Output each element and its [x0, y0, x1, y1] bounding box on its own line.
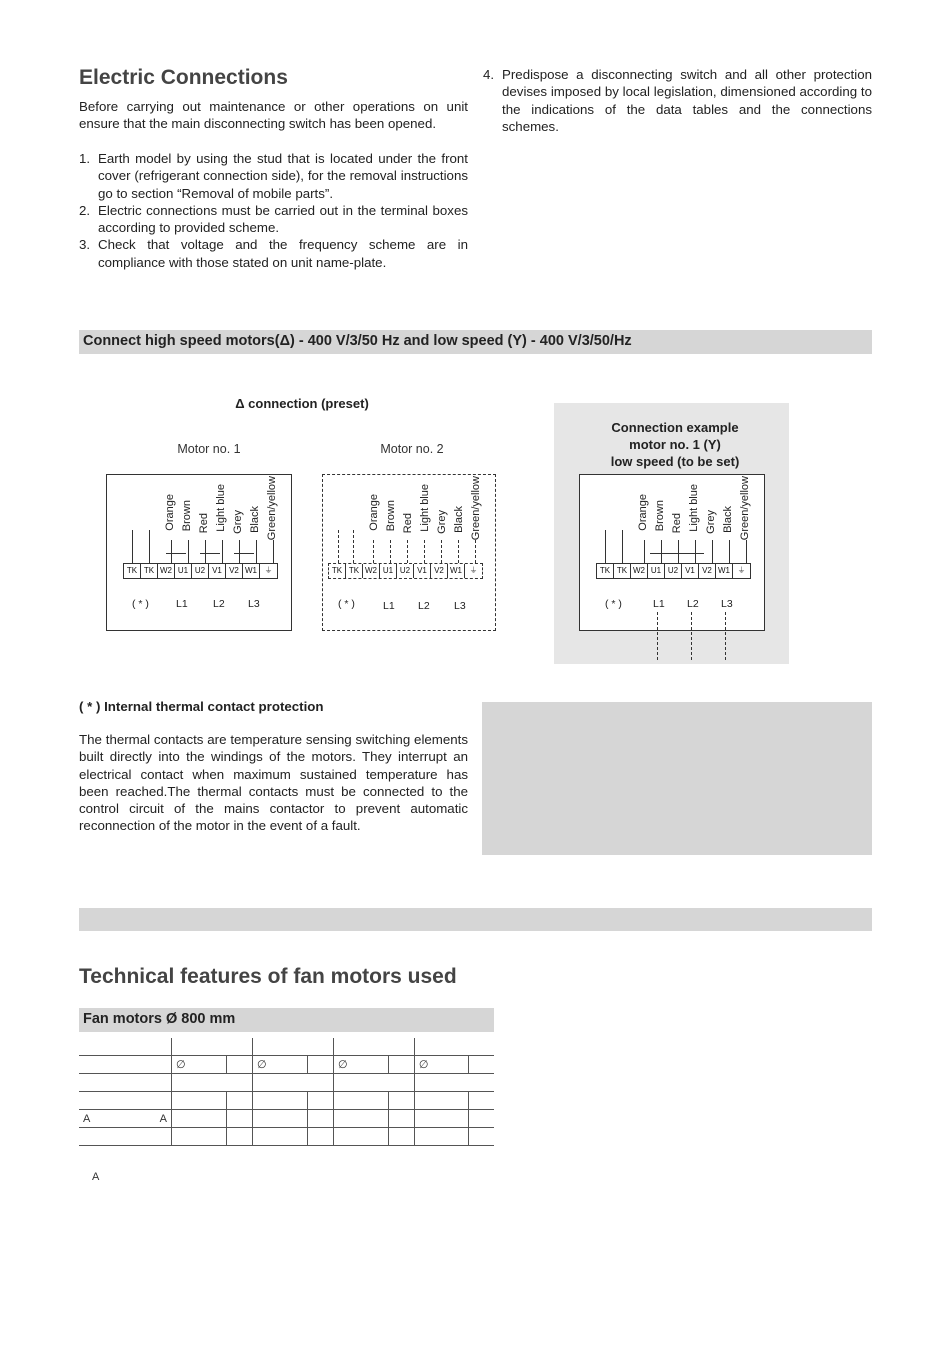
line-label-l3: L3: [721, 598, 733, 610]
wire-label-orange: Orange: [164, 494, 176, 531]
delta-caption: Δ connection (preset): [235, 396, 369, 411]
fan-motors-title: Fan motors Ø 800 mm: [83, 1011, 236, 1027]
wire: [712, 540, 713, 563]
supply-wire: [657, 612, 658, 660]
line-label-l1: L1: [176, 598, 188, 610]
wire: [458, 540, 459, 563]
fan-motors-table: [79, 1038, 494, 1146]
jumper: [200, 553, 220, 554]
electric-intro: Before carrying out maintenance or other operations on unit ensure that the main disconnecting switch has been opened.: [79, 99, 468, 132]
wire: [132, 530, 133, 563]
wire: [475, 540, 476, 563]
wire-label-brown: Brown: [385, 500, 397, 532]
jumper: [234, 553, 254, 554]
wire: [373, 540, 374, 563]
wire-label-black: Black: [249, 506, 261, 533]
jumper: [166, 553, 186, 554]
example-caption: Connection example motor no. 1 (Y) low speed (to be set): [610, 420, 740, 469]
wire-label-green-yellow: Green/yellow: [470, 476, 482, 541]
wire: [622, 530, 623, 563]
wire-label-grey: Grey: [705, 510, 717, 534]
wire: [222, 540, 223, 563]
wire-label-red: Red: [402, 513, 414, 534]
table-row: [79, 1128, 494, 1146]
wire: [644, 540, 645, 563]
wire-label-light-blue: Light blue: [419, 484, 431, 532]
list-item: 3. Check that voltage and the frequency scheme are in compliance with those stated on unit name-plate.: [79, 237, 468, 270]
wire: [729, 540, 730, 563]
line-label-l2: L2: [687, 598, 699, 610]
wire-label-black: Black: [453, 506, 465, 533]
motor1-terminal-strip: TK TK W2 U1 U2 V1 V2 W1 ⏚: [123, 563, 278, 579]
table-row: [79, 1074, 494, 1092]
wire: [256, 540, 257, 563]
table-row: A A: [79, 1110, 494, 1128]
table-row: [79, 1038, 494, 1056]
wire-label-black: Black: [722, 506, 734, 533]
grey-panel: [482, 702, 872, 855]
wire: [407, 540, 408, 563]
table-footnote: A: [92, 1171, 100, 1183]
star-jumper: [650, 553, 704, 554]
list-item: 2. Electric connections must be carried out in the terminal boxes according to provided scheme.: [79, 202, 468, 236]
list-item: 1. Earth model by using the stud that is located under the front cover (refrigerant connection side), for the removal instructions go to section “Removal of mobile parts”.: [79, 151, 468, 201]
section-bar: [79, 908, 872, 931]
wire-label-brown: Brown: [181, 500, 193, 532]
wire-label-grey: Grey: [436, 510, 448, 534]
wire: [338, 530, 339, 563]
electric-steps-list: [79, 150, 468, 271]
example-terminal-strip: TK TK W2 U1 U2 V1 V2 W1 ⏚: [596, 563, 751, 579]
line-label-l3: L3: [454, 600, 466, 612]
list-item: 4. Predispose a disconnecting switch and all other protection devises imposed by local legislation, dimensioned according to the indications of the data tables and the connections schemes.: [483, 67, 872, 134]
wire: [188, 540, 189, 563]
wire-label-red: Red: [198, 513, 210, 534]
wire: [149, 530, 150, 563]
wire: [353, 530, 354, 563]
wire: [273, 540, 274, 563]
wire: [605, 530, 606, 563]
wire: [239, 540, 240, 563]
wire: [205, 540, 206, 563]
wire-label-green-yellow: Green/yellow: [739, 476, 751, 541]
wire-label-brown: Brown: [654, 500, 666, 532]
wire-label-orange: Orange: [637, 494, 649, 531]
line-label-l3: L3: [248, 598, 260, 610]
electric-steps-list-2: [483, 66, 872, 135]
supply-wire: [725, 612, 726, 660]
wire-label-green-yellow: Green/yellow: [266, 476, 278, 541]
line-label-l2: L2: [418, 600, 430, 612]
wire: [661, 540, 662, 563]
motor1-caption: Motor no. 1: [177, 442, 241, 456]
wire-label-orange: Orange: [368, 494, 380, 531]
wire: [441, 540, 442, 563]
section-title-electric: Electric Connections: [79, 66, 288, 89]
wire-label-light-blue: Light blue: [688, 484, 700, 532]
wire: [695, 540, 696, 563]
thermal-title: ( * ) Internal thermal contact protection: [79, 699, 324, 714]
wire: [171, 540, 172, 563]
wire-label-grey: Grey: [232, 510, 244, 534]
thermal-label: ( * ): [338, 598, 355, 610]
wire-label-red: Red: [671, 513, 683, 534]
wire: [424, 540, 425, 563]
section-title-technical: Technical features of fan motors used: [79, 965, 457, 988]
thermal-text: The thermal contacts are temperature sensing switching elements built directly into the windings of the motors. They interrupt an electrical contact when maximum sustained temperature has been reached.The thermal contacts must be connected to the control circuit of the mains contactor to prevent automatic reconnection of the motor in the event of a fault.: [79, 732, 468, 834]
thermal-label: ( * ): [132, 598, 149, 610]
wire: [678, 540, 679, 563]
wire-label-light-blue: Light blue: [215, 484, 227, 532]
line-label-l2: L2: [213, 598, 225, 610]
connect-header-title: Connect high speed motors(Δ) - 400 V/3/50 Hz and low speed (Y) - 400 V/3/50/Hz: [83, 333, 632, 349]
motor2-caption: Motor no. 2: [380, 442, 444, 456]
table-row: [79, 1092, 494, 1110]
line-label-l1: L1: [383, 600, 395, 612]
supply-wire: [691, 612, 692, 660]
wire: [390, 540, 391, 563]
table-row: ∅ ∅ ∅ ∅: [79, 1056, 494, 1074]
wire: [746, 540, 747, 563]
thermal-label: ( * ): [605, 598, 622, 610]
line-label-l1: L1: [653, 598, 665, 610]
motor2-terminal-strip: TK TK W2 U1 U2 V1 V2 W1 ⏚: [328, 563, 483, 579]
